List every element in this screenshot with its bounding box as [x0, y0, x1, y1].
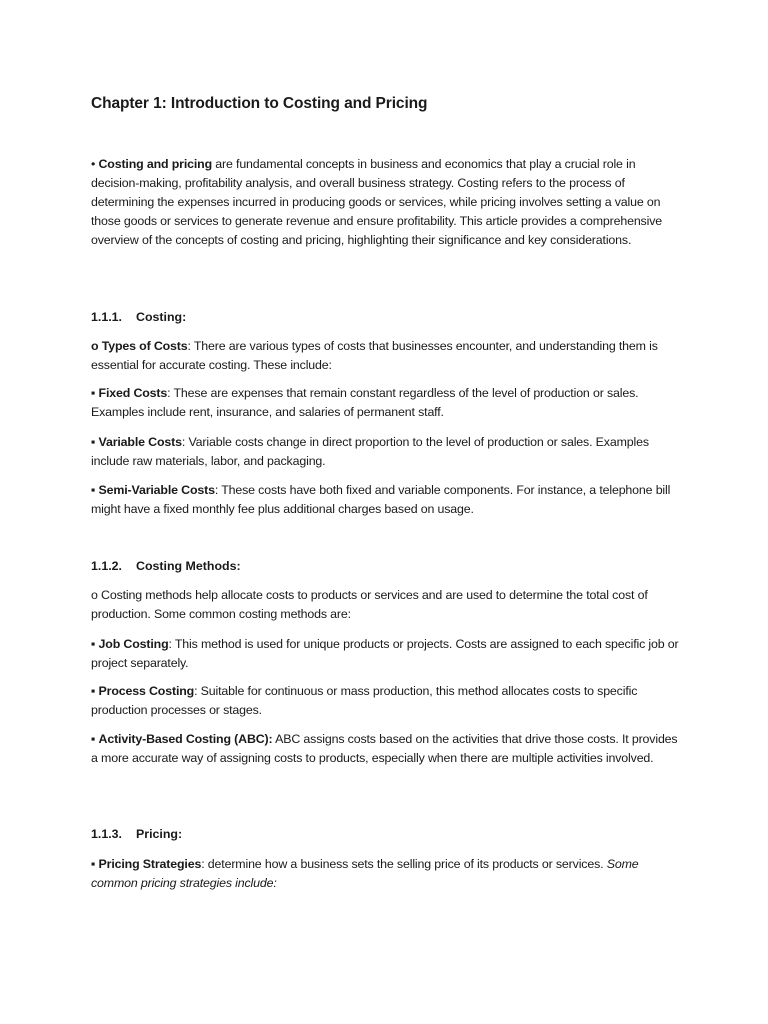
item-term: Activity-Based Costing (ABC): [98, 732, 273, 746]
item-italic-text: Some common pricing strategies include: [91, 857, 639, 890]
section-heading-methods [91, 559, 241, 573]
list-marker: ▪ [91, 386, 96, 400]
item-term: Job Costing [98, 637, 169, 651]
item-text: : Variable costs change in direct proportion to the level of production or sales. Examples include raw materials, labor, and packaging. [91, 435, 649, 468]
item-term: Variable Costs [98, 435, 182, 449]
intro-text: are fundamental concepts in business and economics that play a crucial role in decision-making, profitability analysis, and overall business strategy. Costing refers to the process of determining the expenses incurred in producing goods or services, while pricing involves setting a value on those goods or services to generate revenue and ensure profitability. This article provides a comprehensive overview of the concepts of costing and pricing, highlighting their significance and key considerations. [91, 157, 662, 247]
item-term: Process Costing [98, 684, 195, 698]
item-text: : These costs have both fixed and variable components. For instance, a telephone bill might have a fixed monthly fee plus additional charges based on usage. [91, 483, 671, 516]
item-text: : Suitable for continuous or mass production, this method allocates costs to specific production processes or stages. [91, 684, 638, 717]
section-title: Costing: [136, 310, 187, 324]
bullet-marker: • [91, 157, 96, 171]
item-text: : There are various types of costs that businesses encounter, and understanding them is essential for accurate costing. These include: [91, 339, 658, 372]
list-marker: ▪ [91, 435, 96, 449]
item-text: : This method is used for unique products or projects. Costs are assigned to each specific job or project separately. [91, 637, 679, 670]
pricing-strategies-item [91, 855, 681, 893]
intro-paragraph [91, 155, 681, 250]
list-marker: ▪ [91, 857, 96, 871]
types-of-costs-item [91, 337, 681, 375]
item-term: Pricing Strategies [98, 857, 202, 871]
semi-variable-costs-item [91, 481, 681, 519]
item-text: ABC assigns costs based on the activities that drive those costs. It provides a more accurate way of assigning costs to products, especially when there are multiple activities involved. [91, 732, 678, 765]
section-title: Costing Methods: [136, 559, 241, 573]
item-term: Types of Costs [101, 339, 188, 353]
item-text: Costing methods help allocate costs to products or services and are used to determine the total cost of production. Some common costing methods are: [91, 588, 648, 621]
item-text: : determine how a business sets the selling price of its products or services. [201, 857, 607, 871]
methods-intro-item [91, 586, 681, 624]
section-number: 1.1.3. [91, 827, 123, 841]
section-number: 1.1.1. [91, 310, 123, 324]
variable-costs-item [91, 433, 681, 471]
list-marker: o [91, 339, 99, 353]
list-marker: ▪ [91, 483, 96, 497]
chapter-title: Chapter 1: Introduction to Costing and Pricing [91, 95, 428, 112]
fixed-costs-item [91, 384, 681, 422]
list-marker: ▪ [91, 732, 96, 746]
item-text: : These are expenses that remain constant regardless of the level of production or sales. Examples include rent, insurance, and salaries of permanent staff. [91, 386, 639, 419]
item-term: Semi-Variable Costs [98, 483, 215, 497]
list-marker: ▪ [91, 684, 96, 698]
list-marker: ▪ [91, 637, 96, 651]
process-costing-item [91, 682, 681, 720]
job-costing-item [91, 635, 681, 673]
abc-costing-item [91, 730, 681, 768]
intro-term: Costing and pricing [98, 157, 212, 171]
item-term: Fixed Costs [98, 386, 168, 400]
section-heading-costing [91, 310, 186, 324]
section-title: Pricing: [136, 827, 183, 841]
list-marker: o [91, 588, 98, 602]
section-heading-pricing [91, 827, 182, 841]
section-number: 1.1.2. [91, 559, 123, 573]
